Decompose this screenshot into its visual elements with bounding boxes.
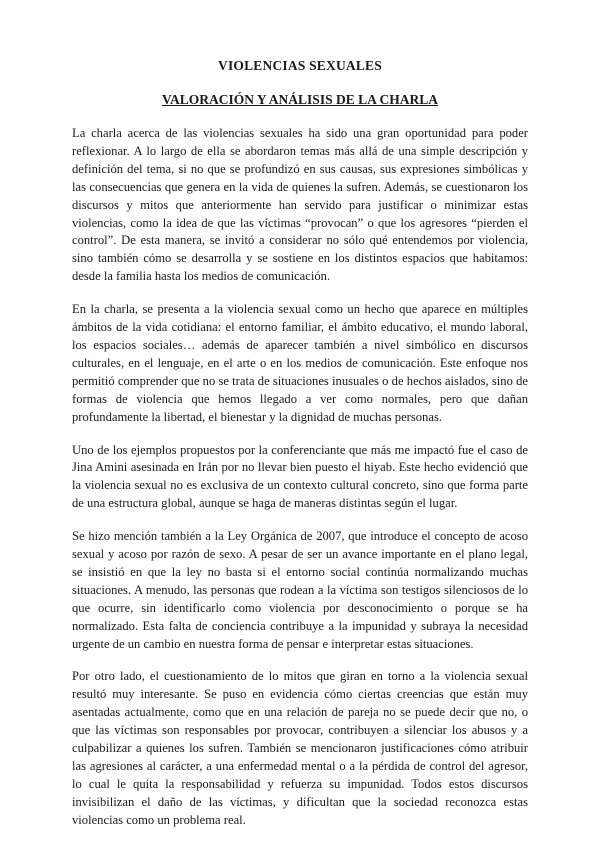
paragraph-5: Por otro lado, el cuestionamiento de lo mitos que giran en torno a la violencia sexual resultó muy interesante. Se puso en evidencia cómo ciertas creencias que están muy asentadas actualmente, como que en una relación de pareja no se puede decir que no, o que las víctimas son responsables por provocar, contribuyen a silenciar los abusos y a culpabilizar a quienes los sufren. También se mencionaron justificaciones cómo atribuir las agresiones al carácter, a una enfermedad mental o a la pérdida de control del agresor, lo cual le quita la responsabilidad y refuerza su impunidad. Todos estos discursos invisibilizan el daño de las víctimas, y dificultan que la sociedad reconozca estas violencias como un problema real. — [72, 669, 528, 827]
paragraph-3: Uno de los ejemplos propuestos por la conferenciante que más me impactó fue el caso de Jina Amini asesinada en Irán por no llevar bien puesto el hiyab. Este hecho evidenció que la violencia sexual no es exclusiva de un contexto cultural concreto, sino que forma parte de una estructura global, aunque se haga de maneras distintas según el lugar. — [72, 442, 528, 511]
paragraph-2: En la charla, se presenta a la violencia sexual como un hecho que aparece en múltiples ámbitos de la vida cotidiana: el entorno familiar, el ámbito educativo, el mundo laboral, los espacios sociales… además de aparecer también a nivel simbólico en discursos culturales, en el lenguaje, en el arte o en los medios de comunicación. Este enfoque nos permitió comprender que no se trata de situaciones inusuales o de hechos aislados, sino de formas de violencia que hemos llegado a ver como normales, pero que dañan profundamente la libertad, el bienestar y la dignidad de muchas personas. — [72, 302, 528, 424]
paragraph-1: La charla acerca de las violencias sexuales ha sido una gran oportunidad para poder reflexionar. A lo largo de ella se abordaron temas más allá de una simple descripción y definición del tema, si no que se profundizó en sus causas, sus expresiones simbólicas y las consecuencias que genera en la vida de quienes la sufren. Además, se cuestionaron los discursos y mitos que anteriormente han servido para justificar o minimizar estas violencias, como la idea de que las víctimas “provocan” o que los agresores “pierden el control”. De esta manera, se invitó a considerar no sólo qué entendemos por violencia, sino también cómo se desarrolla y se sostiene en los distintos espacios que habitamos: desde la familia hasta los medios de comunicación. — [72, 126, 528, 284]
paragraph-4: Se hizo mención también a la Ley Orgánica de 2007, que introduce el concepto de acoso sexual y acoso por razón de sexo. A pesar de ser un avance importante en el plano legal, se insistió en que la ley no basta si el entorno social continúa normalizando muchas situaciones. A menudo, las personas que rodean a la víctima son testigos silenciosos de lo que ocurre, sin identificarlo como violencia por desconocimiento o porque se ha normalizado. Esta falta de conciencia contribuye a la impunidad y subraya la necesidad urgente de un cambio en nuestra forma de pensar e interpretar estas situaciones. — [72, 529, 528, 651]
document-subtitle: VALORACIÓN Y ANÁLISIS DE LA CHARLA — [162, 92, 438, 107]
document-title: VIOLENCIAS SEXUALES — [218, 58, 382, 73]
document-body — [72, 125, 528, 845]
